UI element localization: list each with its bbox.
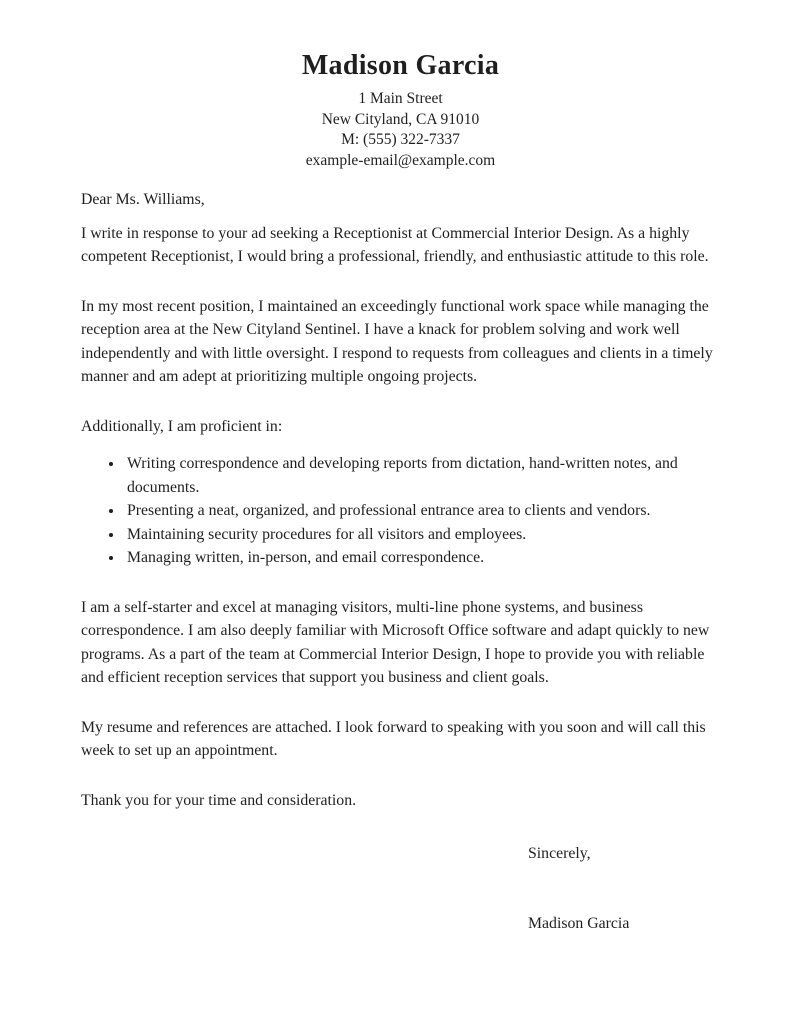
sender-name: Madison Garcia bbox=[301, 50, 500, 81]
letter-body bbox=[81, 188, 720, 935]
closing: Sincerely, bbox=[528, 845, 591, 862]
paragraph-intro: I write in response to your ad seeking a Receptionist at Commercial Interior Design. As a highly competent Receptionist, I would bring a professional, friendly, and enthusiastic attitude to this role. bbox=[81, 224, 709, 265]
paragraph-proficiency-lead: Additionally, I am proficient in: bbox=[81, 417, 283, 435]
list-item-security: • Maintaining security procedures for all visitors and employees. bbox=[124, 523, 720, 547]
paragraph-experience: In my most recent position, I maintained an exceedingly functional work space while managing the reception area at the New Cityland Sentinel. I have a knack for problem solving and work well independently and with little oversight. I respond to requests from colleagues and clients in a timely manner and am adept at prioritizing multiple ongoing projects. bbox=[81, 297, 713, 385]
signature-name: Madison Garcia bbox=[528, 914, 630, 932]
paragraph-thanks: Thank you for your time and consideration. bbox=[81, 791, 357, 809]
list-item-correspondence: • Managing written, in-person, and email correspondence. bbox=[124, 546, 720, 570]
phone-number: M: (555) 322-7337 bbox=[341, 131, 460, 148]
email-address: example-email@example.com bbox=[305, 151, 496, 169]
address-street: 1 Main Street bbox=[358, 90, 443, 107]
paragraph-skills: I am a self-starter and excel at managing visitors, multi-line phone systems, and business correspondence. I am also deeply familiar with Microsoft Office software and adapt quickly to new programs. As a part of the team at Commercial Interior Design, I hope to provide you with reliable and efficient reception services that support you business and client goals. bbox=[81, 598, 710, 686]
letter-header bbox=[81, 50, 720, 171]
signature-block bbox=[528, 842, 720, 935]
proficiency-list bbox=[81, 452, 720, 570]
list-item-writing: • Writing correspondence and developing reports from dictation, hand-written notes, and documents. bbox=[124, 452, 720, 499]
paragraph-resume: My resume and references are attached. I look forward to speaking with you soon and will call this week to set up an appointment. bbox=[81, 718, 706, 759]
list-item-presenting: • Presenting a neat, organized, and professional entrance area to clients and vendors. bbox=[124, 499, 720, 523]
address-city: New Cityland, CA 91010 bbox=[321, 110, 480, 128]
salutation: Dear Ms. Williams, bbox=[81, 191, 205, 208]
